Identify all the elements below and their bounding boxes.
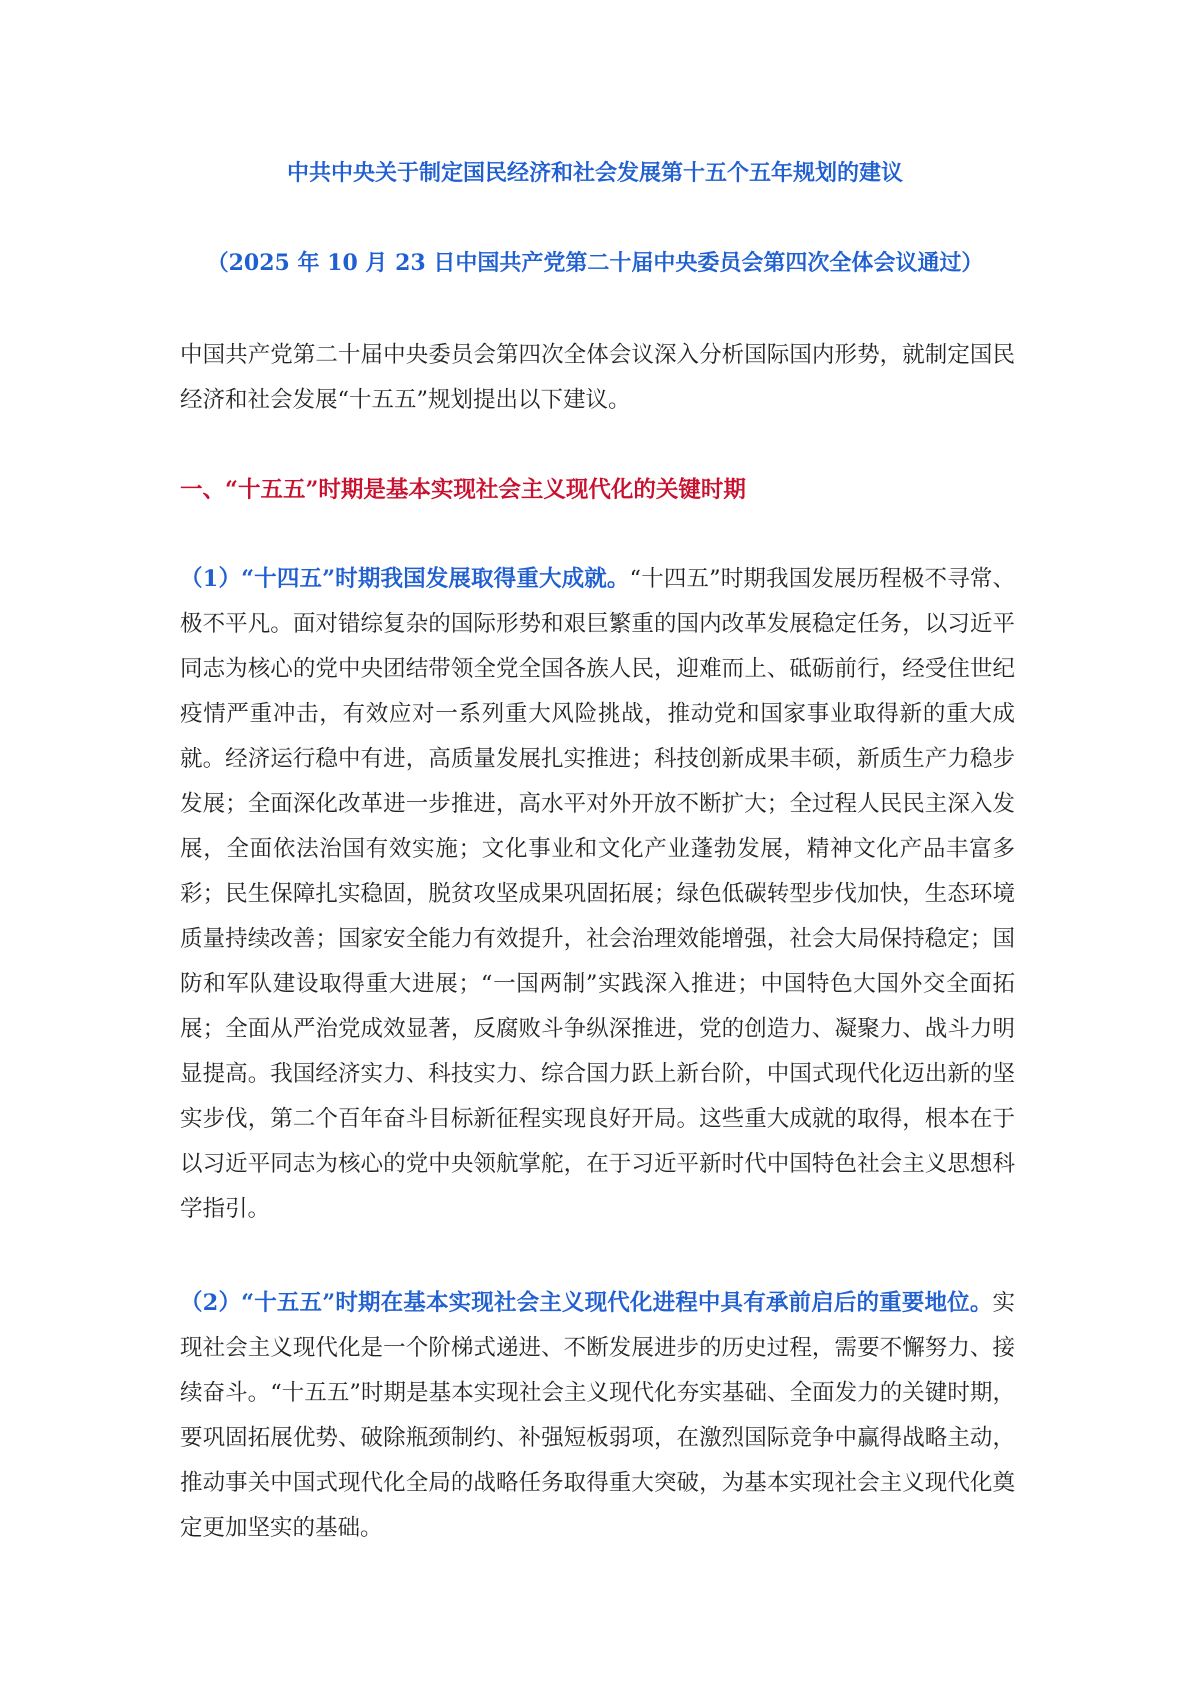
paragraph-item-2 — [180, 1281, 1015, 1551]
paragraph-lead: （1）“十四五”时期我国发展取得重大成就。 — [180, 566, 630, 592]
paragraph-text: “十四五”时期我国发展历程极不寻常、极不平凡。面对错综复杂的国际形势和艰巨繁重的国内改革发展稳定任务，以习近平同志为核心的党中央团结带领全党全国各族人民，迎难而上、砥砺前行，经受住世纪疫情严重冲击，有效应对一系列重大风险挑战，推动党和国家事业取得新的重大成就。经济运行稳中有进，高质量发展扎实推进；科技创新成果丰硕，新质生产力稳步发展；全面深化改革进一步推进，高水平对外开放不断扩大；全过程人民民主深入发展，全面依法治国有效实施；文化事业和文化产业蓬勃发展，精神文化产品丰富多彩；民生保障扎实稳固，脱贫攻坚成果巩固拓展；绿色低碳转型步伐加快，生态环境质量持续改善；国家安全能力有效提升，社会治理效能增强，社会大局保持稳定；国防和军队建设取得重大进展；“一国两制”实践深入推进；中国特色大国外交全面拓展；全面从严治党成效显著，反腐败斗争纵深推进，党的创造力、凝聚力、战斗力明显提高。我国经济实力、科技实力、综合国力跃上新台阶，中国式现代化迈出新的坚实步伐，第二个百年奋斗目标新征程实现良好开局。这些重大成就的取得，根本在于以习近平同志为核心的党中央领航掌舵，在于习近平新时代中国特色社会主义思想科学指引。 — [180, 566, 1015, 1222]
paragraph-item-1 — [180, 557, 1015, 1232]
document-subtitle: （2025 年 10 月 23 日中国共产党第二十届中央委员会第四次全体会议通过） — [206, 250, 984, 276]
paragraph-lead: （2）“十五五”时期在基本实现社会主义现代化进程中具有承前启后的重要地位。 — [180, 1290, 993, 1316]
intro-paragraph: 中国共产党第二十届中央委员会第四次全体会议深入分析国际国内形势，就制定国民经济和社会发展“十五五”规划提出以下建议。 — [180, 342, 1015, 413]
paragraph-text: 实现社会主义现代化是一个阶梯式递进、不断发展进步的历史过程，需要不懈努力、接续奋斗。“十五五”时期是基本实现社会主义现代化夯实基础、全面发力的关键时期，要巩固拓展优势、破除瓶颈制约、补强短板弱项，在激烈国际竞争中赢得战略主动，推动事关中国式现代化全局的战略任务取得重大突破，为基本实现社会主义现代化奠定更加坚实的基础。 — [180, 1290, 1015, 1541]
document-title: 中共中央关于制定国民经济和社会发展第十五个五年规划的建议 — [286, 160, 903, 186]
section-heading: 一、“十五五”时期是基本实现社会主义现代化的关键时期 — [180, 477, 746, 503]
